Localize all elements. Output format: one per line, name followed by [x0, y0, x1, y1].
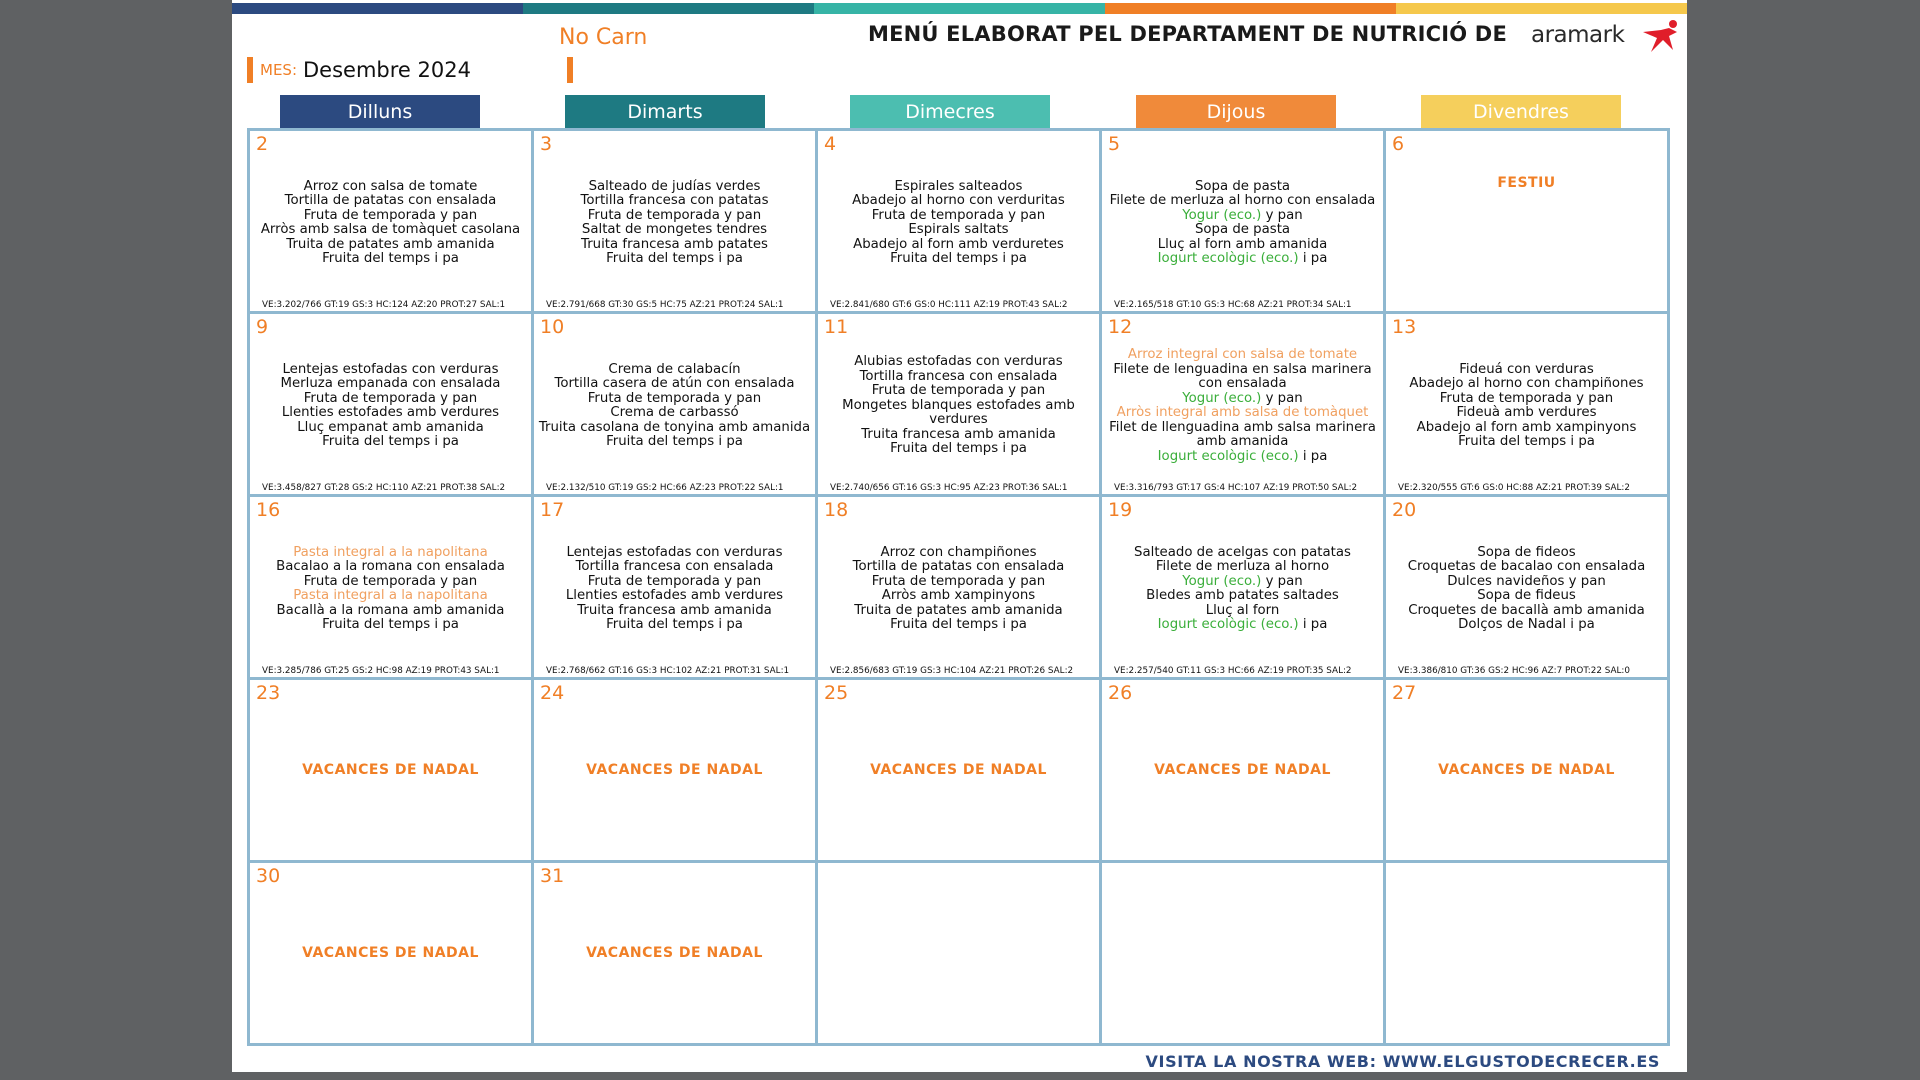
day-cell [1386, 314, 1667, 494]
header-blank-field [567, 57, 1676, 83]
menu-items [1389, 517, 1664, 661]
weekday-header: Dilluns [280, 95, 480, 129]
menu-line: Tortilla casera de atún con ensalada [554, 376, 795, 391]
menu-line: Llenties estofades amb verdures [565, 588, 784, 603]
menu-items [821, 517, 1096, 661]
menu-items [537, 517, 812, 661]
menu-line [1182, 209, 1302, 224]
day-cell [1102, 131, 1383, 311]
nutrition-info: VE:2.856/683 GT:19 GS:3 HC:104 AZ:21 PROT:26 SAL:2 [830, 666, 1074, 676]
menu-line: Fruta de temporada y pan [1439, 390, 1614, 406]
day-cell [1102, 314, 1383, 494]
menu-line: Truita francesa amb patates [581, 236, 768, 252]
nutrition-info: VE:2.768/662 GT:16 GS:3 HC:102 AZ:21 PROT:31 SAL:1 [546, 666, 790, 676]
month-label: MES: [260, 61, 297, 79]
special-day-label: VACANCES DE NADAL [870, 762, 1047, 778]
nutrition-info: VE:2.132/510 GT:19 GS:2 HC:66 AZ:23 PROT:22 SAL:1 [546, 483, 784, 493]
menu-items [253, 334, 528, 478]
day-cell [534, 314, 815, 494]
day-cell [818, 131, 1099, 311]
nutrition-info: VE:2.791/668 GT:30 GS:5 HC:75 AZ:21 PROT:24 SAL:1 [546, 300, 784, 310]
nutrition-info: VE:3.202/766 GT:19 GS:3 HC:124 AZ:20 PROT:27 SAL:1 [262, 300, 506, 310]
menu-line: Fruta de temporada y pan [303, 390, 478, 406]
nutrition-info: VE:2.740/656 GT:16 GS:3 HC:95 AZ:23 PROT:36 SAL:1 [830, 483, 1068, 493]
menu-line: Lluç al forn amb amanida [1157, 236, 1328, 252]
day-number: 9 [256, 316, 269, 338]
menu-line: Bacalao a la romana con ensalada [276, 559, 505, 574]
menu-line: Fruita del temps i pa [606, 617, 743, 632]
special-day-label: VACANCES DE NADAL [302, 762, 479, 778]
menu-line: Filete de merluza al horno con ensalada [1109, 193, 1376, 208]
day-cell [250, 680, 531, 860]
menu-line: Filet de llenguadina amb salsa marinera amb amanida [1109, 419, 1376, 449]
top-bar-segment [814, 3, 1105, 14]
menu-line: Fruita del temps i pa [890, 441, 1027, 457]
day-number: 23 [256, 682, 281, 704]
menu-line: Espirales salteados [894, 178, 1023, 194]
menu-line-part: y pan [1261, 573, 1303, 589]
menu-line: Arròs amb salsa de tomàquet casolana [260, 222, 521, 237]
menu-line: Sopa de pasta [1194, 178, 1291, 194]
menu-line: Truita francesa amb amanida [577, 602, 772, 618]
menu-line: Crema de carbassó [610, 405, 739, 420]
day-number: 18 [824, 499, 849, 521]
menu-line: Arroz integral con salsa de tomate [1127, 347, 1358, 362]
menu-subtitle: No Carn [559, 25, 648, 50]
day-number: 16 [256, 499, 281, 521]
day-number: 3 [540, 133, 553, 155]
day-number: 30 [256, 865, 281, 887]
day-number: 26 [1108, 682, 1133, 704]
special-day-label: FESTIU [1497, 175, 1556, 192]
menu-line: Lentejas estofadas con verduras [282, 361, 499, 377]
menu-line: Espirals saltats [908, 222, 1009, 237]
day-cell [250, 314, 531, 494]
day-number: 10 [540, 316, 565, 338]
menu-line: Fruta de temporada y pan [587, 207, 762, 223]
menu-line: Alubias estofadas con verduras [854, 354, 1063, 370]
menu-line: Lluç empanat amb amanida [297, 419, 484, 435]
menu-line-part: Yogur (eco.) [1182, 573, 1262, 589]
day-number: 4 [824, 133, 837, 155]
menu-line: Tortilla francesa con patatas [580, 193, 769, 208]
menu-line: Truita de patates amb amanida [286, 236, 495, 252]
menu-line: Fruta de temporada y pan [587, 573, 762, 589]
menu-line: Fruita del temps i pa [322, 251, 459, 266]
nutrition-info: VE:3.316/793 GT:17 GS:4 HC:107 AZ:19 PROT:50 SAL:2 [1114, 483, 1358, 493]
day-number: 6 [1392, 133, 1405, 155]
weekday-header: Dimecres [850, 95, 1050, 129]
menu-line: Fruita del temps i pa [606, 434, 743, 449]
day-cell [250, 131, 531, 311]
website-footer[interactable]: VISITA LA NOSTRA WEB: WWW.ELGUSTODECRECER.ES [1145, 1052, 1660, 1071]
menu-line: Filete de lenguadina en salsa marinera con ensalada [1113, 361, 1372, 391]
star-figure-icon [1639, 18, 1683, 54]
menu-line: Croquetes de bacallà amb amanida [1408, 602, 1645, 618]
menu-line [1158, 450, 1328, 465]
day-cell [534, 131, 815, 311]
weekday-headers [247, 95, 1670, 129]
day-number: 17 [540, 499, 565, 521]
special-day-label: VACANCES DE NADAL [586, 945, 763, 961]
top-bar-segment [1396, 3, 1687, 14]
menu-line: Bacallà a la romana amb amanida [276, 602, 505, 618]
day-cell [250, 497, 531, 677]
menu-line: Fruta de temporada y pan [303, 207, 478, 223]
color-top-bar [232, 3, 1687, 14]
menu-line: Fideuá con verduras [1459, 361, 1594, 377]
day-cell [1102, 680, 1383, 860]
menu-items [1105, 517, 1380, 661]
menu-line: Fruita del temps i pa [322, 617, 459, 632]
top-bar-segment [1105, 3, 1396, 14]
aramark-logo [1531, 16, 1683, 56]
day-number: 12 [1108, 316, 1133, 338]
special-day-label: VACANCES DE NADAL [302, 945, 479, 961]
menu-items [537, 334, 812, 478]
special-day-label: VACANCES DE NADAL [1154, 762, 1331, 778]
month-value: Desembre 2024 [303, 58, 471, 82]
day-number: 27 [1392, 682, 1417, 704]
menu-line: Lluç al forn [1205, 602, 1280, 618]
menu-line: Mongetes blanques estofades amb verdures [842, 397, 1075, 428]
menu-line: Tortilla francesa con ensalada [859, 368, 1058, 384]
day-cell [818, 680, 1099, 860]
menu-line: Fruita del temps i pa [606, 251, 743, 266]
menu-line: Salteado de acelgas con patatas [1134, 544, 1351, 560]
menu-items [253, 517, 528, 661]
day-number: 31 [540, 865, 565, 887]
menu-line: Pasta integral a la napolitana [293, 544, 488, 560]
menu-line: Truita de patates amb amanida [854, 602, 1063, 618]
menu-line: Tortilla francesa con ensalada [575, 559, 774, 574]
menu-line: Arròs integral amb salsa de tomàquet [1116, 405, 1369, 420]
menu-items [821, 334, 1096, 478]
menu-line: Crema de calabacín [608, 361, 741, 377]
menu-line-part: y pan [1261, 207, 1303, 223]
menu-line: Lentejas estofadas con verduras [566, 544, 783, 560]
menu-line: Sopa de fideus [1477, 588, 1576, 603]
menu-items [1105, 151, 1380, 295]
menu-line: Fruta de temporada y pan [587, 390, 762, 406]
menu-line: Fruta de temporada y pan [303, 573, 478, 589]
menu-line: Fruita del temps i pa [322, 434, 459, 449]
menu-line: Abadejo al forn amb xampinyons [1416, 419, 1637, 435]
menu-line: Truita francesa amb amanida [861, 426, 1056, 442]
menu-line [1182, 575, 1302, 590]
menu-items [537, 151, 812, 295]
menu-line-part: i pa [1298, 617, 1328, 632]
day-cell [1102, 863, 1383, 1043]
menu-line-part: Iogurt ecològic (eco.) [1157, 617, 1299, 632]
day-number: 25 [824, 682, 849, 704]
menu-page [232, 0, 1687, 1072]
day-number: 5 [1108, 133, 1121, 155]
menu-line: Fideuà amb verdures [1456, 405, 1597, 420]
menu-line [1158, 618, 1328, 633]
menu-line: Arròs amb xampinyons [881, 588, 1036, 603]
calendar-grid [247, 128, 1670, 1046]
menu-line: Fruta de temporada y pan [871, 207, 1046, 223]
day-cell [1386, 497, 1667, 677]
page-title: MENÚ ELABORAT PEL DEPARTAMENT DE NUTRICIÓ DE [868, 22, 1507, 46]
nutrition-info: VE:3.285/786 GT:25 GS:2 HC:98 AZ:19 PROT:43 SAL:1 [262, 666, 500, 676]
day-cell [1386, 680, 1667, 860]
menu-line: Abadejo al forn amb verduretes [853, 236, 1064, 252]
menu-line: Sopa de pasta [1194, 222, 1291, 237]
menu-line: Truita casolana de tonyina amb amanida [538, 419, 811, 435]
nutrition-info: VE:3.386/810 GT:36 GS:2 HC:96 AZ:7 PROT:22 SAL:0 [1398, 666, 1630, 676]
special-day-label: VACANCES DE NADAL [586, 762, 763, 778]
day-cell [1386, 131, 1667, 311]
menu-line: Abadejo al horno con verduritas [852, 193, 1065, 208]
day-cell [534, 497, 815, 677]
day-cell [818, 314, 1099, 494]
menu-line: Tortilla de patatas con ensalada [852, 559, 1065, 574]
menu-line [1158, 252, 1328, 267]
menu-line: Dulces navideños y pan [1447, 573, 1606, 589]
day-cell [1386, 863, 1667, 1043]
menu-line-part: Iogurt ecològic (eco.) [1157, 251, 1299, 266]
menu-line-part: i pa [1298, 448, 1328, 464]
menu-line: Dolços de Nadal i pa [1458, 617, 1595, 632]
menu-items [821, 151, 1096, 295]
menu-items [1105, 334, 1380, 478]
day-cell [534, 680, 815, 860]
day-number: 13 [1392, 316, 1417, 338]
menu-line: Arroz con salsa de tomate [303, 178, 478, 194]
menu-line [1182, 392, 1302, 407]
day-number: 24 [540, 682, 565, 704]
weekday-header: Divendres [1421, 95, 1621, 129]
day-number: 20 [1392, 499, 1417, 521]
menu-line: Abadejo al horno con champiñones [1409, 376, 1644, 391]
day-cell [250, 863, 531, 1043]
day-number: 11 [824, 316, 849, 338]
menu-line: Fruita del temps i pa [890, 251, 1027, 266]
day-cell [534, 863, 815, 1043]
menu-line: Pasta integral a la napolitana [293, 588, 488, 603]
menu-line-part: Iogurt ecològic (eco.) [1157, 448, 1299, 464]
menu-items [253, 151, 528, 295]
nutrition-info: VE:3.458/827 GT:28 GS:2 HC:110 AZ:21 PROT:38 SAL:2 [262, 483, 506, 493]
nutrition-info: VE:2.165/518 GT:10 GS:3 HC:68 AZ:21 PROT:34 SAL:1 [1114, 300, 1352, 310]
menu-line: Merluza empanada con ensalada [280, 376, 501, 391]
nutrition-info: VE:2.320/555 GT:6 GS:0 HC:88 AZ:21 PROT:39 SAL:2 [1398, 483, 1630, 493]
menu-line: Tortilla de patatas con ensalada [284, 193, 497, 208]
top-bar-segment [523, 3, 814, 14]
menu-line-part: Yogur (eco.) [1182, 207, 1262, 223]
menu-line: Llenties estofades amb verdures [281, 405, 500, 420]
logo-text: aramark [1531, 22, 1625, 48]
day-number: 2 [256, 133, 269, 155]
menu-line: Salteado de judías verdes [588, 178, 761, 194]
day-cell [818, 863, 1099, 1043]
top-bar-segment [232, 3, 523, 14]
special-day-label: VACANCES DE NADAL [1438, 762, 1615, 778]
nutrition-info: VE:2.257/540 GT:11 GS:3 HC:66 AZ:19 PROT:35 SAL:2 [1114, 666, 1352, 676]
menu-line: Fruta de temporada y pan [871, 383, 1046, 399]
menu-line: Filete de merluza al horno [1155, 559, 1330, 574]
day-cell [818, 497, 1099, 677]
menu-line-part: Yogur (eco.) [1182, 390, 1262, 406]
menu-line-part: y pan [1261, 390, 1303, 406]
menu-line: Fruita del temps i pa [1458, 434, 1595, 449]
month-field [247, 57, 558, 83]
menu-line: Arroz con champiñones [880, 544, 1037, 560]
menu-items [1389, 334, 1664, 478]
day-cell [1102, 497, 1383, 677]
menu-line: Croquetas de bacalao con ensalada [1407, 559, 1646, 574]
weekday-header: Dijous [1136, 95, 1336, 129]
nutrition-info: VE:2.841/680 GT:6 GS:0 HC:111 AZ:19 PROT:43 SAL:2 [830, 300, 1068, 310]
menu-line: Bledes amb patates saltades [1146, 588, 1339, 603]
menu-line: Sopa de fideos [1477, 544, 1576, 560]
weekday-header: Dimarts [565, 95, 765, 129]
menu-line-part: i pa [1298, 251, 1328, 266]
day-number: 19 [1108, 499, 1133, 521]
menu-line: Saltat de mongetes tendres [581, 222, 768, 237]
menu-line: Fruta de temporada y pan [871, 573, 1046, 589]
menu-line: Fruita del temps i pa [890, 617, 1027, 632]
